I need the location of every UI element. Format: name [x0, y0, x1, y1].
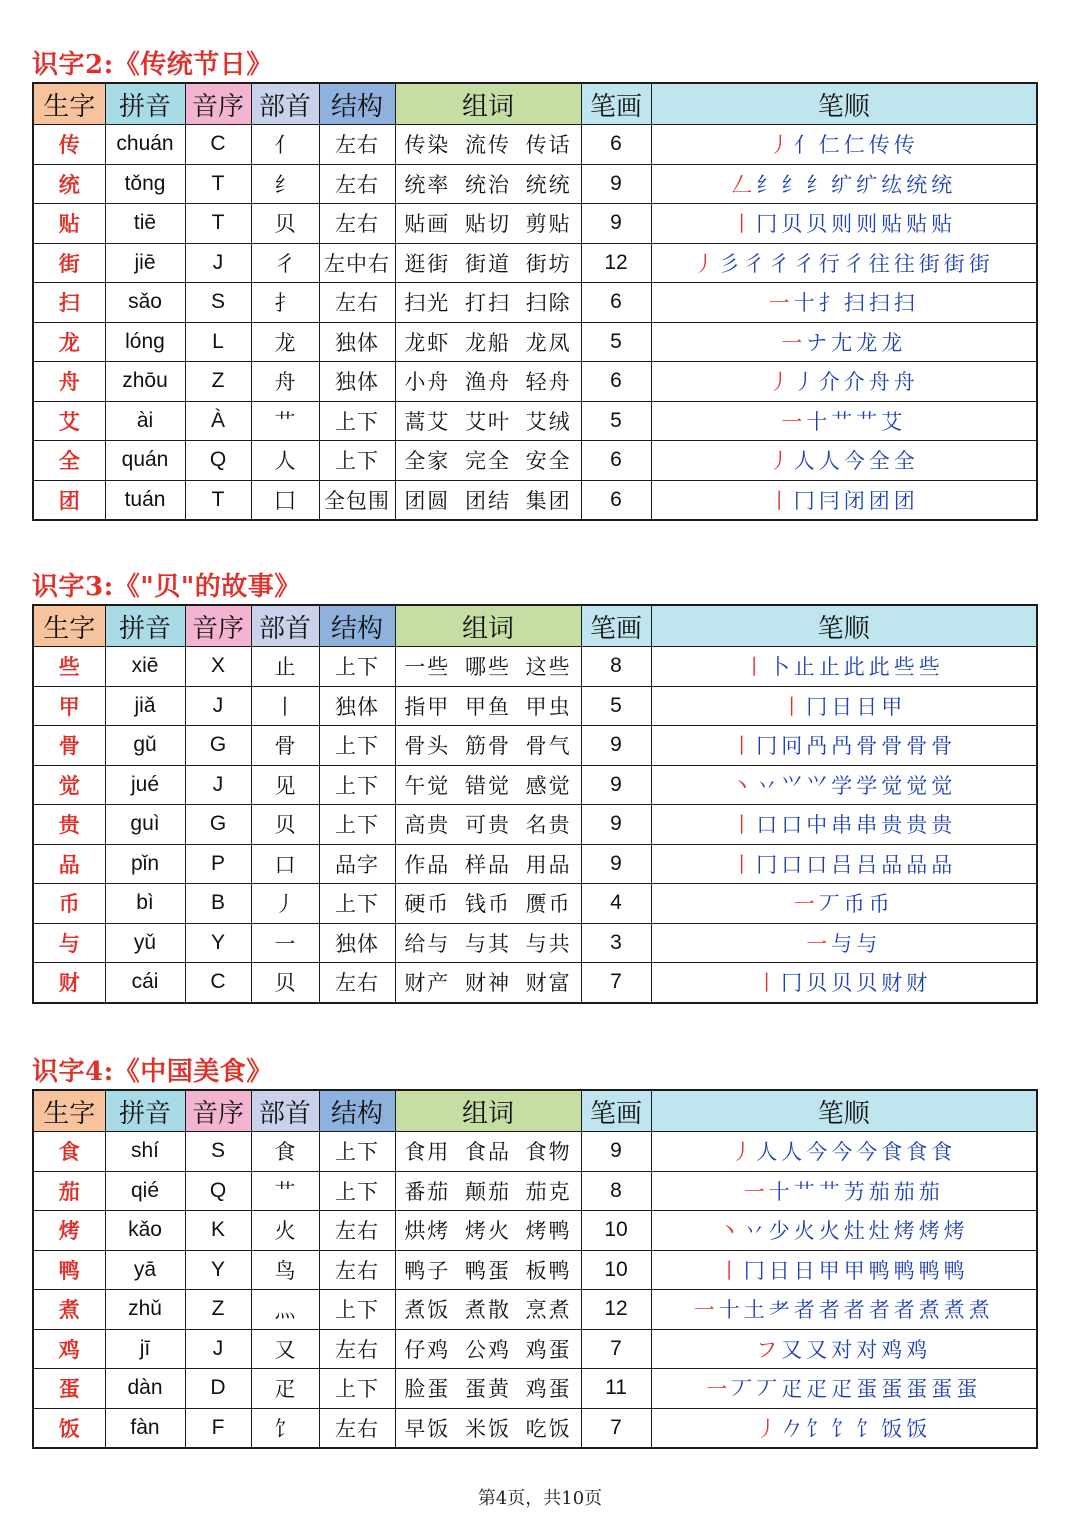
cell-sequence: フ又又对对鸡鸡 [651, 1329, 1037, 1369]
cell-char: 骨 [33, 726, 105, 766]
table-row [33, 441, 1037, 481]
column-header-sequence: 笔顺 [651, 605, 1037, 647]
cell-pinyin: guì [105, 805, 185, 845]
cell-order: D [185, 1369, 251, 1409]
cell-pinyin: bì [105, 884, 185, 924]
cell-words: 煮饭 煮散 烹煮 [395, 1290, 581, 1330]
cell-radical: 贝 [251, 963, 319, 1003]
cell-sequence: 丨冂口口吕吕品品品 [651, 844, 1037, 884]
cell-strokes: 9 [581, 805, 651, 845]
cell-pinyin: gǔ [105, 726, 185, 766]
cell-pinyin: lóng [105, 322, 185, 362]
cell-words: 作品 样品 用品 [395, 844, 581, 884]
cell-radical: 龙 [251, 322, 319, 362]
column-header-structure: 结构 [319, 605, 395, 647]
cell-words: 骨头 筋骨 骨气 [395, 726, 581, 766]
cell-char: 蛋 [33, 1369, 105, 1409]
section-lesson-2 [32, 48, 1036, 521]
cell-char: 扫 [33, 283, 105, 323]
cell-char: 烤 [33, 1211, 105, 1251]
cell-words: 给与 与其 与共 [395, 923, 581, 963]
cell-sequence: 一丆币币 [651, 884, 1037, 924]
cell-char: 觉 [33, 765, 105, 805]
cell-order: S [185, 1132, 251, 1172]
table-row [33, 963, 1037, 1003]
table-row [33, 480, 1037, 520]
table-row [33, 1250, 1037, 1290]
cell-sequence: 丿人人今今今食食食 [651, 1132, 1037, 1172]
cell-pinyin: jué [105, 765, 185, 805]
cell-sequence: 丿亻仁仁传传 [651, 125, 1037, 165]
cell-structure: 左右 [319, 204, 395, 244]
section-title: 识字4:《中国美食》 [32, 1057, 273, 1087]
table-row [33, 923, 1037, 963]
cell-sequence: 丨口口中串串贵贵贵 [651, 805, 1037, 845]
cell-pinyin: xiē [105, 647, 185, 687]
table-row [33, 204, 1037, 244]
cell-radical: 纟 [251, 164, 319, 204]
cell-strokes: 10 [581, 1211, 651, 1251]
cell-char: 团 [33, 480, 105, 520]
cell-pinyin: kǎo [105, 1211, 185, 1251]
cell-strokes: 5 [581, 322, 651, 362]
header-row [33, 83, 1037, 125]
page-footer: 第4页，共10页 [477, 1488, 603, 1509]
column-header-pinyin: 拼音 [105, 83, 185, 125]
column-header-radical: 部首 [251, 605, 319, 647]
cell-pinyin: ài [105, 401, 185, 441]
cell-char: 龙 [33, 322, 105, 362]
cell-order: P [185, 844, 251, 884]
cell-sequence: 一十艹艹艾 [651, 401, 1037, 441]
table-row [33, 647, 1037, 687]
cell-char: 贴 [33, 204, 105, 244]
cell-pinyin: dàn [105, 1369, 185, 1409]
table-row [33, 322, 1037, 362]
cell-words: 蒿艾 艾叶 艾绒 [395, 401, 581, 441]
cell-pinyin: jī [105, 1329, 185, 1369]
column-header-radical: 部首 [251, 1090, 319, 1132]
cell-order: S [185, 283, 251, 323]
cell-order: C [185, 125, 251, 165]
cell-pinyin: tǒng [105, 164, 185, 204]
table-row [33, 884, 1037, 924]
cell-order: T [185, 164, 251, 204]
cell-strokes: 8 [581, 647, 651, 687]
cell-strokes: 9 [581, 204, 651, 244]
cell-sequence: 一十土耂者者者者者煮煮煮 [651, 1290, 1037, 1330]
column-header-pinyin: 拼音 [105, 1090, 185, 1132]
cell-words: 团圆 团结 集团 [395, 480, 581, 520]
cell-order: B [185, 884, 251, 924]
cell-char: 鸭 [33, 1250, 105, 1290]
cell-strokes: 9 [581, 765, 651, 805]
table-row [33, 362, 1037, 402]
cell-structure: 左右 [319, 1408, 395, 1448]
cell-structure: 上下 [319, 1171, 395, 1211]
cell-strokes: 11 [581, 1369, 651, 1409]
cell-char: 全 [33, 441, 105, 481]
cell-pinyin: zhōu [105, 362, 185, 402]
cell-order: G [185, 726, 251, 766]
cell-strokes: 7 [581, 963, 651, 1003]
cell-order: J [185, 1329, 251, 1369]
cell-radical: 人 [251, 441, 319, 481]
cell-words: 午觉 错觉 感觉 [395, 765, 581, 805]
cell-sequence: 丨冂日日甲甲鸭鸭鸭鸭 [651, 1250, 1037, 1290]
cell-strokes: 10 [581, 1250, 651, 1290]
cell-radical: 灬 [251, 1290, 319, 1330]
cell-structure: 左右 [319, 125, 395, 165]
cell-order: F [185, 1408, 251, 1448]
cell-structure: 上下 [319, 441, 395, 481]
cell-strokes: 9 [581, 726, 651, 766]
cell-char: 煮 [33, 1290, 105, 1330]
cell-words: 财产 财神 财富 [395, 963, 581, 1003]
cell-char: 些 [33, 647, 105, 687]
column-header-order: 音序 [185, 1090, 251, 1132]
cell-strokes: 9 [581, 844, 651, 884]
cell-char: 财 [33, 963, 105, 1003]
column-header-pinyin: 拼音 [105, 605, 185, 647]
cell-strokes: 6 [581, 283, 651, 323]
cell-char: 食 [33, 1132, 105, 1172]
cell-sequence: 丶丷少火火灶灶烤烤烤 [651, 1211, 1037, 1251]
cell-order: Q [185, 441, 251, 481]
cell-structure: 上下 [319, 401, 395, 441]
cell-words: 贴画 贴切 剪贴 [395, 204, 581, 244]
cell-char: 舟 [33, 362, 105, 402]
cell-structure: 上下 [319, 805, 395, 845]
cell-strokes: 9 [581, 1132, 651, 1172]
cell-char: 传 [33, 125, 105, 165]
cell-order: Y [185, 923, 251, 963]
cell-strokes: 8 [581, 1171, 651, 1211]
cell-sequence: 丿丿介介舟舟 [651, 362, 1037, 402]
cell-char: 鸡 [33, 1329, 105, 1369]
cell-structure: 上下 [319, 1290, 395, 1330]
table-row [33, 726, 1037, 766]
cell-structure: 独体 [319, 923, 395, 963]
table-row [33, 1171, 1037, 1211]
table-row [33, 1290, 1037, 1330]
cell-words: 高贵 可贵 名贵 [395, 805, 581, 845]
cell-strokes: 5 [581, 401, 651, 441]
cell-radical: 口 [251, 844, 319, 884]
cell-radical: 亻 [251, 125, 319, 165]
cell-strokes: 6 [581, 362, 651, 402]
cell-char: 艾 [33, 401, 105, 441]
table-row [33, 805, 1037, 845]
cell-strokes: 3 [581, 923, 651, 963]
cell-pinyin: pǐn [105, 844, 185, 884]
cell-structure: 左右 [319, 1250, 395, 1290]
table-row [33, 401, 1037, 441]
cell-words: 早饭 米饭 吃饭 [395, 1408, 581, 1448]
cell-radical: 一 [251, 923, 319, 963]
cell-char: 街 [33, 243, 105, 283]
table-row [33, 765, 1037, 805]
cell-sequence: 一ナ尢龙龙 [651, 322, 1037, 362]
cell-sequence: 丨冂冃闭团团 [651, 480, 1037, 520]
cell-order: X [185, 647, 251, 687]
table-row [33, 283, 1037, 323]
cell-radical: 扌 [251, 283, 319, 323]
cell-structure: 上下 [319, 1132, 395, 1172]
cell-words: 脸蛋 蛋黄 鸡蛋 [395, 1369, 581, 1409]
column-header-words: 组词 [395, 605, 581, 647]
cell-words: 传染 流传 传话 [395, 125, 581, 165]
cell-sequence: 丨冂贝贝贝财财 [651, 963, 1037, 1003]
section-lesson-3 [32, 570, 1036, 1004]
cell-words: 仔鸡 公鸡 鸡蛋 [395, 1329, 581, 1369]
column-header-words: 组词 [395, 83, 581, 125]
cell-char: 茄 [33, 1171, 105, 1211]
table-row [33, 686, 1037, 726]
cell-sequence: 丿彡彳彳彳行彳往往街街街 [651, 243, 1037, 283]
cell-radical: 彳 [251, 243, 319, 283]
cell-structure: 左中右 [319, 243, 395, 283]
cell-order: T [185, 480, 251, 520]
cell-words: 指甲 甲鱼 甲虫 [395, 686, 581, 726]
cell-sequence: 丿𠂊饣饣饣饭饭 [651, 1408, 1037, 1448]
cell-radical: 骨 [251, 726, 319, 766]
cell-structure: 上下 [319, 765, 395, 805]
cell-sequence: 一与与 [651, 923, 1037, 963]
section-title: 识字2:《传统节日》 [32, 50, 273, 80]
column-header-strokes: 笔画 [581, 1090, 651, 1132]
cell-strokes: 6 [581, 441, 651, 481]
cell-words: 食用 食品 食物 [395, 1132, 581, 1172]
cell-order: Q [185, 1171, 251, 1211]
cell-order: Y [185, 1250, 251, 1290]
cell-order: C [185, 963, 251, 1003]
cell-structure: 上下 [319, 647, 395, 687]
cell-structure: 左右 [319, 283, 395, 323]
cell-pinyin: sǎo [105, 283, 185, 323]
header-row [33, 605, 1037, 647]
column-header-structure: 结构 [319, 83, 395, 125]
column-header-structure: 结构 [319, 1090, 395, 1132]
cell-strokes: 12 [581, 1290, 651, 1330]
cell-words: 鸭子 鸭蛋 板鸭 [395, 1250, 581, 1290]
cell-pinyin: cái [105, 963, 185, 1003]
cell-order: G [185, 805, 251, 845]
cell-char: 饭 [33, 1408, 105, 1448]
cell-structure: 独体 [319, 322, 395, 362]
column-header-char: 生字 [33, 83, 105, 125]
table-row [33, 1211, 1037, 1251]
cell-pinyin: jiǎ [105, 686, 185, 726]
cell-words: 龙虾 龙船 龙凤 [395, 322, 581, 362]
cell-sequence: 丶丷⺍⺍学学觉觉觉 [651, 765, 1037, 805]
cell-radical: 贝 [251, 204, 319, 244]
table-row [33, 1408, 1037, 1448]
cell-words: 扫光 打扫 扫除 [395, 283, 581, 323]
cell-pinyin: zhǔ [105, 1290, 185, 1330]
table-row [33, 1369, 1037, 1409]
cell-char: 与 [33, 923, 105, 963]
cell-char: 统 [33, 164, 105, 204]
cell-structure: 独体 [319, 686, 395, 726]
cell-char: 甲 [33, 686, 105, 726]
cell-radical: 又 [251, 1329, 319, 1369]
cell-char: 币 [33, 884, 105, 924]
cell-words: 小舟 渔舟 轻舟 [395, 362, 581, 402]
cell-sequence: 丨冂贝贝则则贴贴贴 [651, 204, 1037, 244]
cell-words: 逛街 街道 街坊 [395, 243, 581, 283]
cell-strokes: 7 [581, 1329, 651, 1369]
cell-radical: 囗 [251, 480, 319, 520]
table-row [33, 125, 1037, 165]
cell-radical: 贝 [251, 805, 319, 845]
section-title: 识字3:《"贝"的故事》 [32, 572, 301, 602]
column-header-words: 组词 [395, 1090, 581, 1132]
cell-order: À [185, 401, 251, 441]
table-row [33, 164, 1037, 204]
cell-radical: 丨 [251, 686, 319, 726]
cell-pinyin: chuán [105, 125, 185, 165]
cell-char: 品 [33, 844, 105, 884]
cell-radical: 疋 [251, 1369, 319, 1409]
cell-strokes: 12 [581, 243, 651, 283]
cell-pinyin: fàn [105, 1408, 185, 1448]
cell-structure: 全包围 [319, 480, 395, 520]
column-header-radical: 部首 [251, 83, 319, 125]
cell-words: 番茄 颠茄 茄克 [395, 1171, 581, 1211]
cell-structure: 左右 [319, 1211, 395, 1251]
cell-radical: 鸟 [251, 1250, 319, 1290]
cell-sequence: 一十扌扫扫扫 [651, 283, 1037, 323]
cell-strokes: 4 [581, 884, 651, 924]
cell-pinyin: yǔ [105, 923, 185, 963]
column-header-order: 音序 [185, 83, 251, 125]
cell-pinyin: shí [105, 1132, 185, 1172]
cell-structure: 左右 [319, 963, 395, 1003]
cell-order: J [185, 686, 251, 726]
cell-structure: 左右 [319, 1329, 395, 1369]
cell-structure: 上下 [319, 1369, 395, 1409]
cell-words: 一些 哪些 这些 [395, 647, 581, 687]
table-row [33, 243, 1037, 283]
cell-order: J [185, 243, 251, 283]
table-row [33, 1329, 1037, 1369]
cell-sequence: 丿人人今全全 [651, 441, 1037, 481]
cell-radical: 饣 [251, 1408, 319, 1448]
cell-strokes: 6 [581, 125, 651, 165]
column-header-char: 生字 [33, 605, 105, 647]
cell-pinyin: tiē [105, 204, 185, 244]
cell-radical: 火 [251, 1211, 319, 1251]
cell-words: 烘烤 烤火 烤鸭 [395, 1211, 581, 1251]
character-table [32, 1089, 1038, 1449]
cell-pinyin: quán [105, 441, 185, 481]
cell-strokes: 9 [581, 164, 651, 204]
cell-order: Z [185, 362, 251, 402]
cell-radical: 见 [251, 765, 319, 805]
cell-strokes: 5 [581, 686, 651, 726]
cell-radical: 舟 [251, 362, 319, 402]
cell-words: 统率 统治 统统 [395, 164, 581, 204]
cell-sequence: 丨冂日日甲 [651, 686, 1037, 726]
header-row [33, 1090, 1037, 1132]
column-header-sequence: 笔顺 [651, 1090, 1037, 1132]
cell-pinyin: tuán [105, 480, 185, 520]
cell-strokes: 7 [581, 1408, 651, 1448]
column-header-order: 音序 [185, 605, 251, 647]
cell-radical: 艹 [251, 401, 319, 441]
cell-pinyin: jiē [105, 243, 185, 283]
cell-order: J [185, 765, 251, 805]
cell-order: Z [185, 1290, 251, 1330]
cell-words: 全家 完全 安全 [395, 441, 581, 481]
column-header-sequence: 笔顺 [651, 83, 1037, 125]
cell-radical: 丿 [251, 884, 319, 924]
cell-structure: 品字 [319, 844, 395, 884]
cell-strokes: 6 [581, 480, 651, 520]
character-table [32, 604, 1038, 1004]
character-table [32, 82, 1038, 521]
column-header-strokes: 笔画 [581, 605, 651, 647]
cell-pinyin: yā [105, 1250, 185, 1290]
cell-radical: 止 [251, 647, 319, 687]
cell-sequence: 𠃋纟纟纟纩纩纮统统 [651, 164, 1037, 204]
column-header-strokes: 笔画 [581, 83, 651, 125]
table-row [33, 844, 1037, 884]
cell-order: L [185, 322, 251, 362]
cell-sequence: 一十艹艹艻茄茄茄 [651, 1171, 1037, 1211]
cell-structure: 上下 [319, 884, 395, 924]
section-lesson-4 [32, 1055, 1036, 1449]
cell-structure: 上下 [319, 726, 395, 766]
cell-words: 硬币 钱币 赝币 [395, 884, 581, 924]
cell-structure: 独体 [319, 362, 395, 402]
cell-char: 贵 [33, 805, 105, 845]
cell-order: K [185, 1211, 251, 1251]
cell-sequence: 丨卜止止此此些些 [651, 647, 1037, 687]
cell-radical: 食 [251, 1132, 319, 1172]
cell-sequence: 一丆丆疋疋疋蛋蛋蛋蛋蛋 [651, 1369, 1037, 1409]
cell-pinyin: qié [105, 1171, 185, 1211]
cell-order: T [185, 204, 251, 244]
table-row [33, 1132, 1037, 1172]
cell-sequence: 丨冂冋冎冎骨骨骨骨 [651, 726, 1037, 766]
column-header-char: 生字 [33, 1090, 105, 1132]
cell-radical: 艹 [251, 1171, 319, 1211]
cell-structure: 左右 [319, 164, 395, 204]
